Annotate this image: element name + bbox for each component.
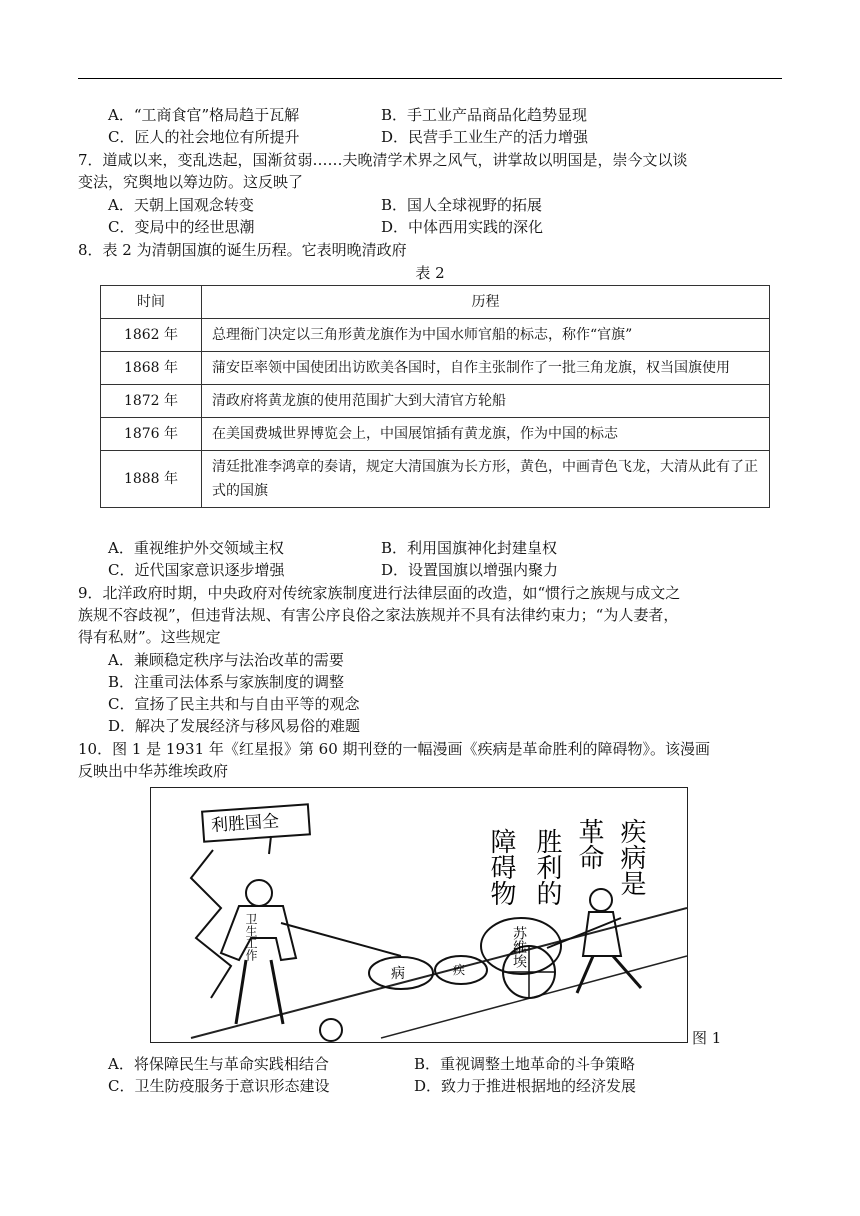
cartoon-soldier-text: 卫生工作 [244,913,258,961]
cartoon-title-col-4: 障碍物 [486,828,516,906]
table-header-row [101,286,770,319]
header-time: 时间 [101,286,202,319]
q9-option-d[interactable]: D．解决了发展经济与移风易俗的难题 [108,717,361,735]
cartoon-figure [150,787,688,1043]
cartoon-sack-tag-text: 疾 [453,963,466,977]
cartoon-sign-text: 利胜国全 [210,811,280,837]
q6-option-d[interactable]: D．民营手工业生产的活力增强 [381,128,589,146]
cartoon-title-col-2: 革命 [574,818,604,870]
q6-option-c[interactable]: C．匠人的社会地位有所提升 [108,128,300,146]
cartoon-title-col-1: 疾病是 [616,818,646,896]
table-row [101,451,770,508]
table-row [101,418,770,451]
q8-option-b[interactable]: B．利用国旗神化封建皇权 [381,539,558,557]
row-year: 1872 年 [101,385,202,418]
q7-option-c[interactable]: C．变局中的经世思潮 [108,218,255,236]
q9-stem-line-2: 族规不容歧视”，但违背法规、有害公序良俗之家法族规并不具有法律约束力；“为人妻者， [78,606,679,624]
q8-option-d[interactable]: D．设置国旗以增强内聚力 [381,561,559,579]
q7-option-b[interactable]: B．国人全球视野的拓展 [381,196,543,214]
row-year: 1888 年 [101,451,202,508]
q7-option-a[interactable]: A．天朝上国观念转变 [108,196,254,214]
q8-option-c[interactable]: C．近代国家意识逐步增强 [108,561,285,579]
q9-option-c[interactable]: C．宣扬了民主共和与自由平等的观念 [108,695,360,713]
row-year: 1876 年 [101,418,202,451]
q10-option-b[interactable]: B．重视调整土地革命的斗争策略 [414,1055,636,1073]
row-year: 1868 年 [101,352,202,385]
q10-stem-line-2: 反映出中华苏维埃政府 [78,762,229,780]
q10-option-c[interactable]: C．卫生防疫服务于意识形态建设 [108,1077,330,1095]
row-year: 1862 年 [101,319,202,352]
table-caption: 表 2 [415,264,445,282]
header-rule [78,78,782,79]
q9-option-a[interactable]: A．兼顾稳定秩序与法治改革的需要 [108,651,344,669]
q7-stem-line-1: 7．道咸以来，变乱迭起，国渐贫弱……夫晚清学术界之风气，讲掌故以明国是，崇今文以谈 [78,151,688,169]
q10-option-d[interactable]: D．致力于推进根据地的经济发展 [414,1077,637,1095]
table-row [101,352,770,385]
q7-option-d[interactable]: D．中体西用实践的深化 [381,218,544,236]
figure-label: 图 1 [692,1029,722,1047]
row-text: 在美国费城世界博览会上，中国展馆插有黄龙旗，作为中国的标志 [202,418,770,451]
table-row [101,319,770,352]
q8-option-a[interactable]: A．重视维护外交领域主权 [108,539,284,557]
cartoon-drawing [151,788,687,1042]
q9-option-b[interactable]: B．注重司法体系与家族制度的调整 [108,673,345,691]
cartoon-sack-small-text: 病 [391,966,405,982]
q6-option-b[interactable]: B．手工业产品商品化趋势显现 [381,106,588,124]
q8-stem: 8．表 2 为清朝国旗的诞生历程。它表明晚清政府 [78,241,407,259]
q9-stem-line-1: 9．北洋政府时期，中央政府对传统家族制度进行法律层面的改造，如“惯行之族规与成文之 [78,584,681,602]
header-history: 历程 [202,286,770,319]
cartoon-title-col-3: 胜利的 [532,828,562,906]
q10-option-a[interactable]: A．将保障民生与革命实践相结合 [108,1055,329,1073]
q9-stem-line-3: 得有私财”。这些规定 [78,628,221,646]
q7-stem-line-2: 变法，究舆地以筹边防。这反映了 [78,173,304,191]
row-text: 清政府将黄龙旗的使用范围扩大到大清官方轮船 [202,385,770,418]
row-text: 清廷批准李鸿章的奏请，规定大清国旗为长方形，黄色，中画青色飞龙，大清从此有了正式的国旗 [202,451,770,508]
q6-option-a[interactable]: A．“工商食官”格局趋于瓦解 [108,106,300,124]
table-row [101,385,770,418]
q10-stem-line-1: 10．图 1 是 1931 年《红星报》第 60 期刊登的一幅漫画《疾病是革命胜利的障碍物》。该漫画 [78,740,711,758]
row-text: 蒲安臣率领中国使团出访欧美各国时，自作主张制作了一批三角龙旗，权当国旗使用 [202,352,770,385]
row-text: 总理衙门决定以三角形黄龙旗作为中国水师官船的标志，称作“官旗” [202,319,770,352]
flag-history-table [100,285,770,508]
cartoon-sack-large-text: 苏维埃 [511,926,527,968]
